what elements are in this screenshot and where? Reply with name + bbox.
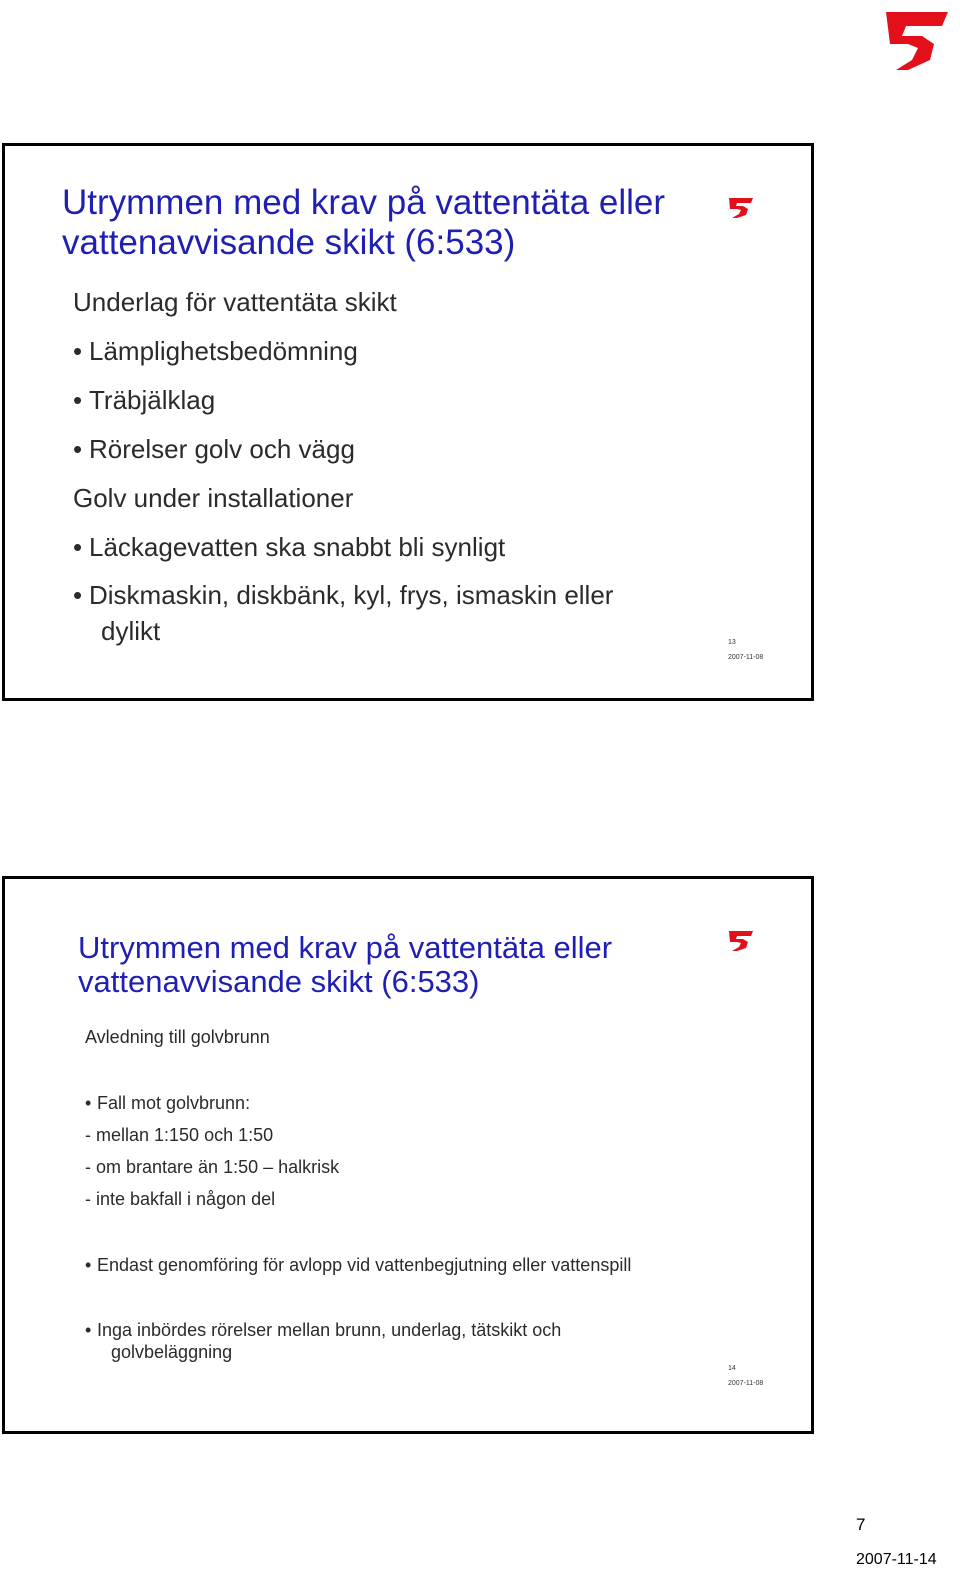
bullet-icon: • xyxy=(85,1320,92,1340)
bullet-icon: • xyxy=(85,1255,92,1275)
bullet-item: • Lämplighetsbedömning xyxy=(73,336,358,366)
bullet-icon: • xyxy=(73,532,83,562)
brand-logo-icon xyxy=(727,196,753,218)
text-line: - mellan 1:150 och 1:50 xyxy=(85,1125,274,1145)
bullet-item: • Rörelser golv och vägg xyxy=(73,434,355,464)
slide-date: 2007-11-08 xyxy=(728,654,764,661)
bullet-icon: • xyxy=(73,385,83,415)
bullet-item: • Fall mot golvbrunn: xyxy=(85,1093,251,1113)
slide-title xyxy=(62,183,665,263)
bullet-icon: • xyxy=(85,1093,92,1113)
page-date: 2007-11-14 xyxy=(856,1551,937,1568)
slide-14 xyxy=(2,876,814,1434)
bullet-item: • Läckagevatten ska snabbt bli synligt xyxy=(73,532,506,562)
text-line: Avledning till golvbrunn xyxy=(85,1027,270,1047)
bullet-item: • Träbjälklag xyxy=(73,385,216,415)
slide-date: 2007-11-08 xyxy=(728,1380,764,1387)
bullet-icon: • xyxy=(73,580,83,610)
text-line: - inte bakfall i någon del xyxy=(85,1189,276,1209)
bullet-item: • Diskmaskin, diskbänk, kyl, frys, ismaskin eller xyxy=(73,580,614,610)
text-line: - om brantare än 1:50 – halkrisk xyxy=(85,1157,340,1177)
title-line-2: vattenavvisande skikt (6:533) xyxy=(78,964,480,999)
bullet-icon: • xyxy=(73,434,83,464)
bullet-item: • Inga inbördes rörelser mellan brunn, underlag, tätskikt och xyxy=(85,1320,562,1340)
bullet-item: • Endast genomföring för avlopp vid vattenbegjutning eller vattenspill xyxy=(85,1255,632,1275)
bullet-icon: • xyxy=(73,336,83,366)
page-number: 7 xyxy=(856,1515,866,1534)
text-line: dylikt xyxy=(101,616,161,646)
title-line-1: Utrymmen med krav på vattentäta eller xyxy=(78,930,613,965)
slide-number: 13 xyxy=(728,639,736,646)
title-line-1: Utrymmen med krav på vattentäta eller xyxy=(62,183,666,222)
brand-logo-icon xyxy=(727,929,753,951)
title-line-2: vattenavvisande skikt (6:533) xyxy=(62,223,516,262)
text-line: Golv under installationer xyxy=(73,483,354,513)
slide-13 xyxy=(2,143,814,701)
slide-title xyxy=(78,931,612,999)
text-line: golvbeläggning xyxy=(111,1342,233,1362)
slide-number: 14 xyxy=(728,1365,736,1372)
brand-logo-icon xyxy=(882,6,948,70)
text-line: Underlag för vattentäta skikt xyxy=(73,287,397,317)
